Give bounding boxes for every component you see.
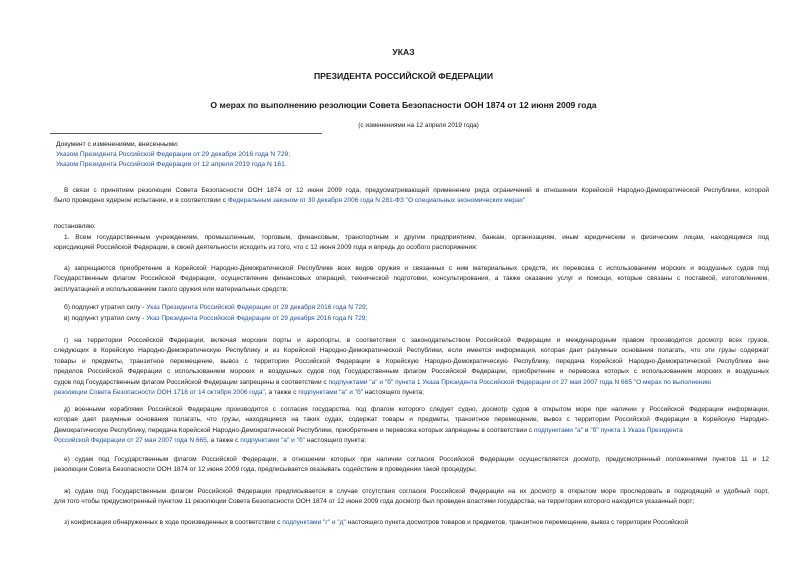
decree-665-b-link[interactable]: "б" пункта 1 Указа Президента: [590, 426, 683, 434]
paragraph-line: г) на территории Российской Федерации, включая морские порты и аэропорты, в соответствии с законодательством Российской Федерации и международным правом производится досмотр всех грузов,: [64, 337, 769, 344]
subparagraph-z: [54, 518, 769, 528]
subparagraph-g: [54, 336, 769, 398]
amendments-note: [56, 140, 290, 170]
subparagraph-b: [54, 303, 769, 313]
paragraph-text: , а также с: [206, 437, 241, 445]
paragraph-line: эксплуатацией и использованием такого оружия или материальных средств;: [54, 285, 288, 293]
subparagraph-a: [54, 264, 769, 295]
decree-issuer: ПРЕЗИДЕНТА РОССИЙСКОЙ ФЕДЕРАЦИИ: [313, 71, 494, 81]
paragraph-line: Государственным флагом Российской Федерации, осуществление финансовых операций, технической подготовки, консультирования, а также оказание услуг и помощи, которые связаны с поставкой, изготовлением,: [54, 275, 769, 283]
paragraph-text: , а также с: [264, 389, 299, 397]
subparagraphs-a-b-link[interactable]: подпунктами "а" и "б": [298, 389, 364, 397]
preamble-text: было проведено ядерное испытание, и в соответствии с: [54, 197, 228, 205]
decree-heading: УКАЗ: [392, 47, 415, 57]
amendments-intro: Документ с изменениями, внесенными:: [56, 141, 179, 148]
subparagraph-e: [54, 455, 769, 476]
paragraph-line: ж) судам под Государственным флагом Российской Федерации предписывается в случае отсутствия согласия Российской Федерации на их досмотр в открытом море проследовать в подходящий и удобный порт,: [64, 488, 769, 495]
preamble-line: В связи с принятием резолюции Совета Безопасности ООН 1874 от 12 июня 2009 года, предусматривающей применение ряда ограничений в отношении Корейской Народно-Демократической Республики, которой: [64, 187, 769, 194]
paragraph-line: которая дает разумные основания полагать, что грузы, находящиеся на таких судах, содержат товары и предметы, транзитное перемещение, вывоз с территории Российской Федерации в Корейскую Народно-: [54, 416, 769, 424]
paragraph-text: з) конфискация обнаруженных в ходе произведенных в соответствии с: [64, 519, 283, 526]
decree-665-link-cont[interactable]: резолюции Совета Безопасности ООН 1718 от 14 октября 2006 года": [54, 389, 265, 397]
paragraph-text: настоящего пункта;: [305, 437, 366, 445]
decree-665-link[interactable]: подпунктами "а" и "б" пункта 1 Указа Президента Российской Федерации от 27 мая 2007 года N 665 "О мерах по выполнению: [328, 378, 712, 386]
paragraph-line: юрисдикцией Российской Федерации, в своей деятельности исходить из того, что с 12 июня 2009 года и впредь до особого распоряжения:: [54, 244, 478, 252]
changes-note: (с изменениями на 12 апреля 2019 года): [358, 122, 479, 129]
paragraph-1: [54, 233, 769, 254]
paragraph-text: настоящего пункта;: [363, 389, 424, 397]
paragraph-line: товары и предметы, транзитное перемещение, вывоз с территории Российской Федерации в Корейскую Народно-Демократическую Республику, передача Корейской Народно-Демократической Республике вне: [54, 357, 769, 365]
paragraph-text: Демократическую Республику, передача Корейской Народно-Демократической Республике, приобретение и перевозка которых запрещены в соответствии с: [54, 426, 534, 434]
paragraph-line: д) военными кораблями Российской Федерации производится с согласия государства, под флагом которого следует судно, досмотр судов в открытом море при наличии у Российской Федерации информации,: [64, 406, 769, 413]
divider: [50, 133, 322, 134]
subparagraph-text: в) подпункт утратил силу -: [64, 315, 147, 322]
paragraph-text: и: [583, 426, 591, 434]
decree-665-link[interactable]: Российской Федерации от 27 мая 2007 года N 665: [54, 437, 207, 445]
paragraph-line: а) запрещаются приобретение в Корейской Народно-Демократической Республике всех видов оружия и связанных с ним материальных средств, их перевозка с использованием морских и воздушных судов под: [64, 265, 769, 272]
paragraph-text: настоящего пункта досмотров товаров и предметов, транзитное перемещение, вывоз с территории Российской: [345, 519, 689, 526]
subparagraph-d: [54, 405, 769, 447]
subparagraph-zh: [54, 487, 769, 508]
paragraph-text: судов под Государственным флагом Российской Федерации запрещены в соответствии с: [54, 378, 329, 386]
decree-729-link[interactable]: Указ Президента Российской Федерации от 29 декабря 2016 года N 729;: [146, 315, 368, 322]
paragraph-line: резолюции Совета Безопасности ООН 1874 от 12 июня 2009 года, предписывается оказывать содействие в проведении такой процедуры;: [54, 466, 477, 474]
paragraph-line: е) судам под Государственным флагом Российской Федерации, в отношении которых при наличии согласия Российской Федерации осуществляется досмотр, предусмотренный положениями пунктов 11 и 12: [64, 456, 769, 463]
subparagraph-a-link[interactable]: подпунктами "а": [533, 426, 584, 434]
subparagraphs-a-b-link[interactable]: подпунктами "а" и "б": [240, 437, 306, 445]
subparagraph-text: б) подпункт утратил силу -: [64, 304, 147, 311]
decree-title: О мерах по выполнению резолюции Совета Безопасности ООН 1874 от 12 июня 2009 года: [210, 100, 597, 110]
subparagraphs-g-d-link[interactable]: подпунктами "г" и "д": [282, 519, 346, 526]
paragraph-line: следующих в Корейскую Народно-Демократическую Республику и из Корейской Народно-Демократической Республики, если имеется информация, которая дает разумные основания полагать, что эти грузы содержат: [54, 347, 769, 355]
subparagraph-v: [54, 314, 769, 324]
decree-729-link[interactable]: Указ Президента Российской Федерации от 29 декабря 2016 года N 729;: [146, 304, 368, 311]
paragraph-line: пределов Российской Федерации с использованием морских и воздушных судов под Государственным флагом Российской Федерации, приобретение и перевозка которых с использованием морских и воздушных: [54, 368, 769, 376]
paragraph-line: 1. Всем государственным учреждениям, промышленным, торговым, финансовым, транспортным и другим предприятиям, банкам, организациям, иным юридическим и физическим лицам, находящимся под: [64, 234, 769, 241]
paragraph-line: для того чтобы предусмотренный пунктом 11 резолюции Совета Безопасности ООН 1874 от 12 июня 2009 года досмотр был проведен властями государства, на территории которого находится указанный порт;: [54, 498, 695, 506]
postanovlyayu: постановляю:: [54, 223, 96, 230]
federal-law-link[interactable]: Федеральным законом от 30 декабря 2006 года N 281-ФЗ "О специальных экономических мерах": [227, 197, 526, 205]
preamble: [54, 186, 769, 207]
amendment-link-2019[interactable]: Указом Президента Российской Федерации от 12 апреля 2019 года N 161.: [56, 161, 287, 168]
amendment-link-2016[interactable]: Указом Президента Российской Федерации от 29 декабря 2016 года N 729;: [56, 151, 291, 158]
